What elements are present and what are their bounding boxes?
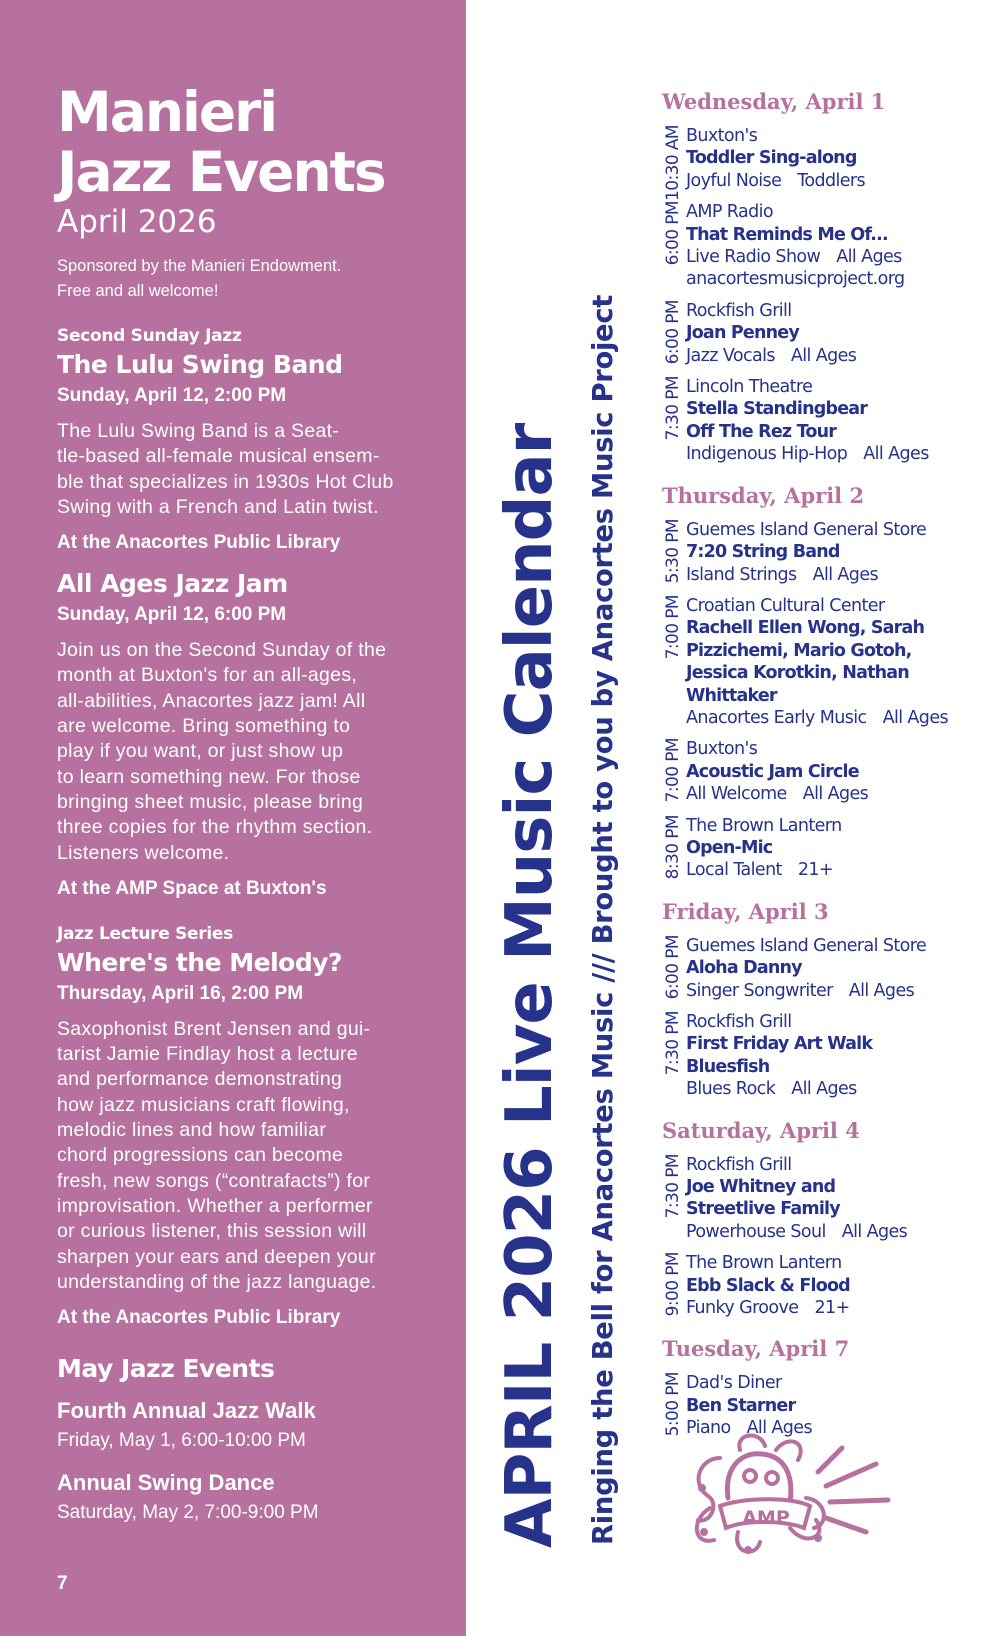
desc-line: are welcome. Bring something to (57, 715, 351, 738)
calendar-event (662, 201, 992, 291)
calendar-event (662, 815, 992, 882)
desc-line: fresh, new songs (“contrafacts”) for (57, 1169, 371, 1192)
calendar-event (662, 300, 992, 367)
event-venue: Guemes Island General Store (686, 519, 927, 540)
desc-line: sharpen your ears and deepen your (57, 1245, 376, 1268)
calendar-event (662, 376, 992, 466)
event-venue: The Brown Lantern (686, 815, 842, 836)
event-genre: Piano (686, 1418, 731, 1439)
event-date: Sunday, April 12, 6:00 PM (57, 604, 287, 626)
desc-line: Saxophonist Brent Jensen and gui- (57, 1017, 371, 1040)
desc-line: The Lulu Swing Band is a Seat- (57, 420, 340, 442)
event-act: First Friday Art Walk (686, 1034, 873, 1055)
event-meta (686, 345, 992, 367)
desc-line: how jazz musicians craft flowing, (57, 1093, 350, 1116)
event-venue: Guemes Island General Store (686, 935, 927, 956)
event-act: That Reminds Me Of... (686, 224, 888, 245)
event-genre: Singer Songwriter (686, 980, 833, 1001)
may-heading: May Jazz Events (57, 1354, 275, 1384)
event-venue: The Brown Lantern (686, 1253, 842, 1274)
may-event-date: Friday, May 1, 6:00-10:00 PM (57, 1430, 306, 1452)
event-meta (686, 783, 992, 805)
calendar-day (662, 1117, 992, 1320)
calendar-event (662, 738, 992, 805)
event-series: Jazz Lecture Series (57, 923, 233, 944)
event-act: Ben Starner (686, 1395, 796, 1416)
day-heading: Friday, April 3 (662, 898, 829, 924)
event-act: Whittaker (686, 685, 777, 706)
sponsor-line-2: Free and all welcome! (57, 282, 219, 300)
time-label: 7:00 PM (663, 594, 683, 660)
event-genre: All Welcome (686, 784, 787, 805)
event-description (57, 638, 429, 866)
event-meta (686, 707, 992, 729)
desc-line: tarist Jamie Findlay host a lecture (57, 1043, 358, 1066)
event-genre: Island Strings (686, 564, 797, 585)
event-meta (686, 1221, 992, 1243)
event-genre: Local Talent (686, 860, 782, 881)
event-genre: Anacortes Early Music (686, 707, 867, 728)
event-meta (686, 980, 992, 1002)
event-genre: Funky Groove (686, 1298, 799, 1319)
event-act: Streetlive Family (686, 1199, 840, 1220)
event-ages: All Ages (863, 444, 929, 465)
event-act: Pizzichemi, Mario Gotoh, (686, 640, 912, 661)
logo-text: AMP (742, 1507, 790, 1529)
event-venue: At the Anacortes Public Library (57, 1307, 341, 1329)
event-wheres-the-melody (57, 923, 429, 1331)
desc-line: to learn something new. For those (57, 765, 361, 788)
time-label: 10:30 AM (663, 125, 683, 201)
calendar-event (662, 1011, 992, 1101)
event-date: Thursday, April 16, 2:00 PM (57, 982, 304, 1004)
calendar-day (662, 1335, 992, 1439)
desc-line: ble that specializes in 1930s Hot Club (57, 470, 394, 493)
event-act: 7:20 String Band (686, 542, 840, 563)
desc-line: play if you want, or just show up (57, 740, 344, 763)
event-time (664, 1154, 682, 1244)
event-act: Open-Mic (686, 837, 773, 858)
desc-line: improvisation. Whether a performer (57, 1194, 373, 1217)
event-genre: Joyful Noise (686, 170, 782, 191)
time-label: 7:30 PM (663, 376, 683, 441)
desc-line: understanding of the jazz language. (57, 1270, 377, 1293)
desc-line: bringing sheet music, please bring (57, 790, 364, 813)
event-venue: Buxton's (686, 126, 758, 146)
time-label: 5:30 PM (663, 518, 683, 583)
event-venue: Lincoln Theatre (686, 377, 813, 398)
event-genre: Blues Rock (686, 1079, 776, 1100)
time-label: 7:00 PM (663, 738, 683, 803)
event-time (664, 738, 682, 805)
event-venue: Rockfish Grill (686, 1012, 792, 1032)
event-genre: Indigenous Hip-Hop (686, 444, 848, 465)
event-time (664, 935, 682, 1002)
event-ages: All Ages (836, 247, 902, 268)
time-label: 5:00 PM (663, 1372, 683, 1437)
desc-line: Listeners welcome. (57, 841, 230, 864)
event-genre: Jazz Vocals (686, 345, 775, 366)
event-time (664, 1252, 682, 1319)
event-time (664, 300, 682, 367)
event-series: Second Sunday Jazz (57, 326, 242, 346)
calendar-subtitle: Ringing the Bell for Anacortes Music /// Brought to you by Anacortes Music Project (588, 294, 619, 1545)
event-ages: All Ages (790, 345, 857, 366)
event-act: Bluesfish (686, 1056, 770, 1077)
time-label: 9:00 PM (663, 1252, 683, 1317)
event-venue: At the AMP Space at Buxton's (57, 877, 327, 899)
event-act: Acoustic Jam Circle (686, 761, 859, 782)
manieri-panel (0, 0, 466, 1636)
event-act: Off The Rez Tour (686, 421, 837, 442)
event-ages: All Ages (746, 1418, 812, 1439)
event-ages: All Ages (791, 1079, 857, 1100)
event-act: Stella Standingbear (686, 399, 868, 420)
calendar-event (662, 125, 992, 201)
event-venue: AMP Radio (686, 202, 773, 223)
event-time (664, 201, 682, 291)
calendar-day (662, 482, 992, 882)
manieri-content (57, 82, 429, 1526)
desc-line: Join us on the Second Sunday of the (57, 639, 387, 662)
event-meta (686, 443, 992, 465)
time-label: 8:30 PM (663, 814, 683, 879)
desc-line: all-abilities, Anacortes jazz jam! All (57, 689, 366, 712)
event-genre: Live Radio Show (686, 247, 821, 268)
day-heading: Saturday, April 4 (662, 1117, 860, 1143)
event-act: Joan Penney (686, 323, 799, 344)
may-event-title: Annual Swing Dance (57, 1470, 275, 1496)
title-line-1: Manieri (57, 80, 277, 144)
calendar-title: APRIL 2026 Live Music Calendar (493, 423, 567, 1548)
octopus-bell-icon (680, 1428, 910, 1560)
event-all-ages-jazz-jam (57, 568, 429, 902)
event-description (57, 419, 429, 520)
time-label: 6:00 PM (663, 299, 683, 365)
event-title: Where's the Melody? (57, 947, 343, 977)
event-ages: All Ages (841, 1221, 908, 1242)
event-time (664, 519, 682, 586)
sponsor-line-1: Sponsored by the Manieri Endowment. (57, 257, 342, 275)
time-label: 6:00 PM (663, 201, 683, 266)
event-venue: Dad's Diner (686, 1373, 782, 1394)
event-meta (686, 859, 992, 881)
sponsor-note (57, 254, 429, 304)
day-heading: Thursday, April 2 (662, 482, 865, 508)
time-label: 6:00 PM (663, 934, 683, 1000)
desc-line: chord progressions can become (57, 1144, 344, 1167)
event-website-link[interactable]: anacortesmusicproject.org (686, 269, 905, 290)
calendar-day (662, 898, 992, 1101)
event-ages: All Ages (812, 564, 879, 585)
may-event-date: Saturday, May 2, 7:00-9:00 PM (57, 1502, 319, 1524)
event-act: Ebb Slack & Flood (686, 1275, 850, 1296)
event-venue: Croatian Cultural Center (686, 595, 885, 616)
event-date: Sunday, April 12, 2:00 PM (57, 385, 287, 406)
desc-line: melodic lines and how familiar (57, 1119, 327, 1142)
event-title: The Lulu Swing Band (57, 350, 343, 379)
page-number: 7 (57, 1573, 68, 1594)
desc-line: Swing with a French and Latin twist. (57, 495, 379, 518)
calendar-event (662, 1252, 992, 1319)
event-meta (686, 1297, 992, 1319)
event-venue: At the Anacortes Public Library (57, 532, 341, 554)
event-venue: Rockfish Grill (686, 1154, 792, 1175)
day-heading: Wednesday, April 1 (662, 89, 886, 114)
desc-line: month at Buxton's for an all-ages, (57, 664, 358, 687)
day-heading: Tuesday, April 7 (662, 1336, 850, 1362)
calendar-event (662, 1154, 992, 1244)
calendar-event (662, 519, 992, 586)
event-act: Aloha Danny (686, 958, 802, 979)
event-meta (686, 564, 992, 586)
event-ages: All Ages (848, 980, 915, 1001)
event-ages: All Ages (882, 707, 949, 728)
event-time (664, 1011, 682, 1101)
desc-line: and performance demonstrating (57, 1068, 343, 1091)
event-ages: 21+ (814, 1298, 850, 1319)
manieri-title (57, 82, 429, 202)
event-act: Jessica Korotkin, Nathan (686, 663, 909, 684)
event-time (664, 815, 682, 882)
title-line-2: Jazz Events (57, 140, 385, 204)
event-act: Joe Whitney and (686, 1177, 836, 1198)
event-meta (686, 1078, 992, 1100)
month-label: April 2026 (57, 204, 217, 240)
event-time (663, 125, 683, 201)
event-ages: 21+ (797, 860, 833, 881)
event-genre: Powerhouse Soul (686, 1221, 826, 1242)
calendar-event (662, 935, 992, 1002)
event-act: Toddler Sing-along (686, 148, 857, 169)
calendar-list (662, 88, 992, 1440)
event-title: All Ages Jazz Jam (57, 569, 288, 599)
desc-line: or curious listener, this session will (57, 1220, 367, 1243)
may-event-title: Fourth Annual Jazz Walk (57, 1398, 316, 1424)
event-time (664, 595, 682, 729)
event-venue: Rockfish Grill (686, 300, 792, 321)
calendar-event (662, 595, 992, 729)
event-description (57, 1017, 429, 1295)
event-meta (686, 246, 992, 268)
event-time (664, 376, 682, 466)
event-ages: Toddlers (797, 170, 866, 191)
event-act: Rachell Ellen Wong, Sarah (686, 618, 925, 639)
event-lulu-swing-band (57, 325, 429, 556)
event-ages: All Ages (802, 784, 869, 805)
time-label: 7:30 PM (663, 1011, 683, 1076)
desc-line: tle-based all-female musical ensem- (57, 445, 380, 468)
event-venue: Buxton's (686, 739, 758, 760)
time-label: 7:30 PM (663, 1153, 683, 1218)
calendar-day (662, 88, 992, 466)
event-meta (686, 170, 992, 192)
desc-line: three copies for the rhythm section. (57, 816, 373, 839)
